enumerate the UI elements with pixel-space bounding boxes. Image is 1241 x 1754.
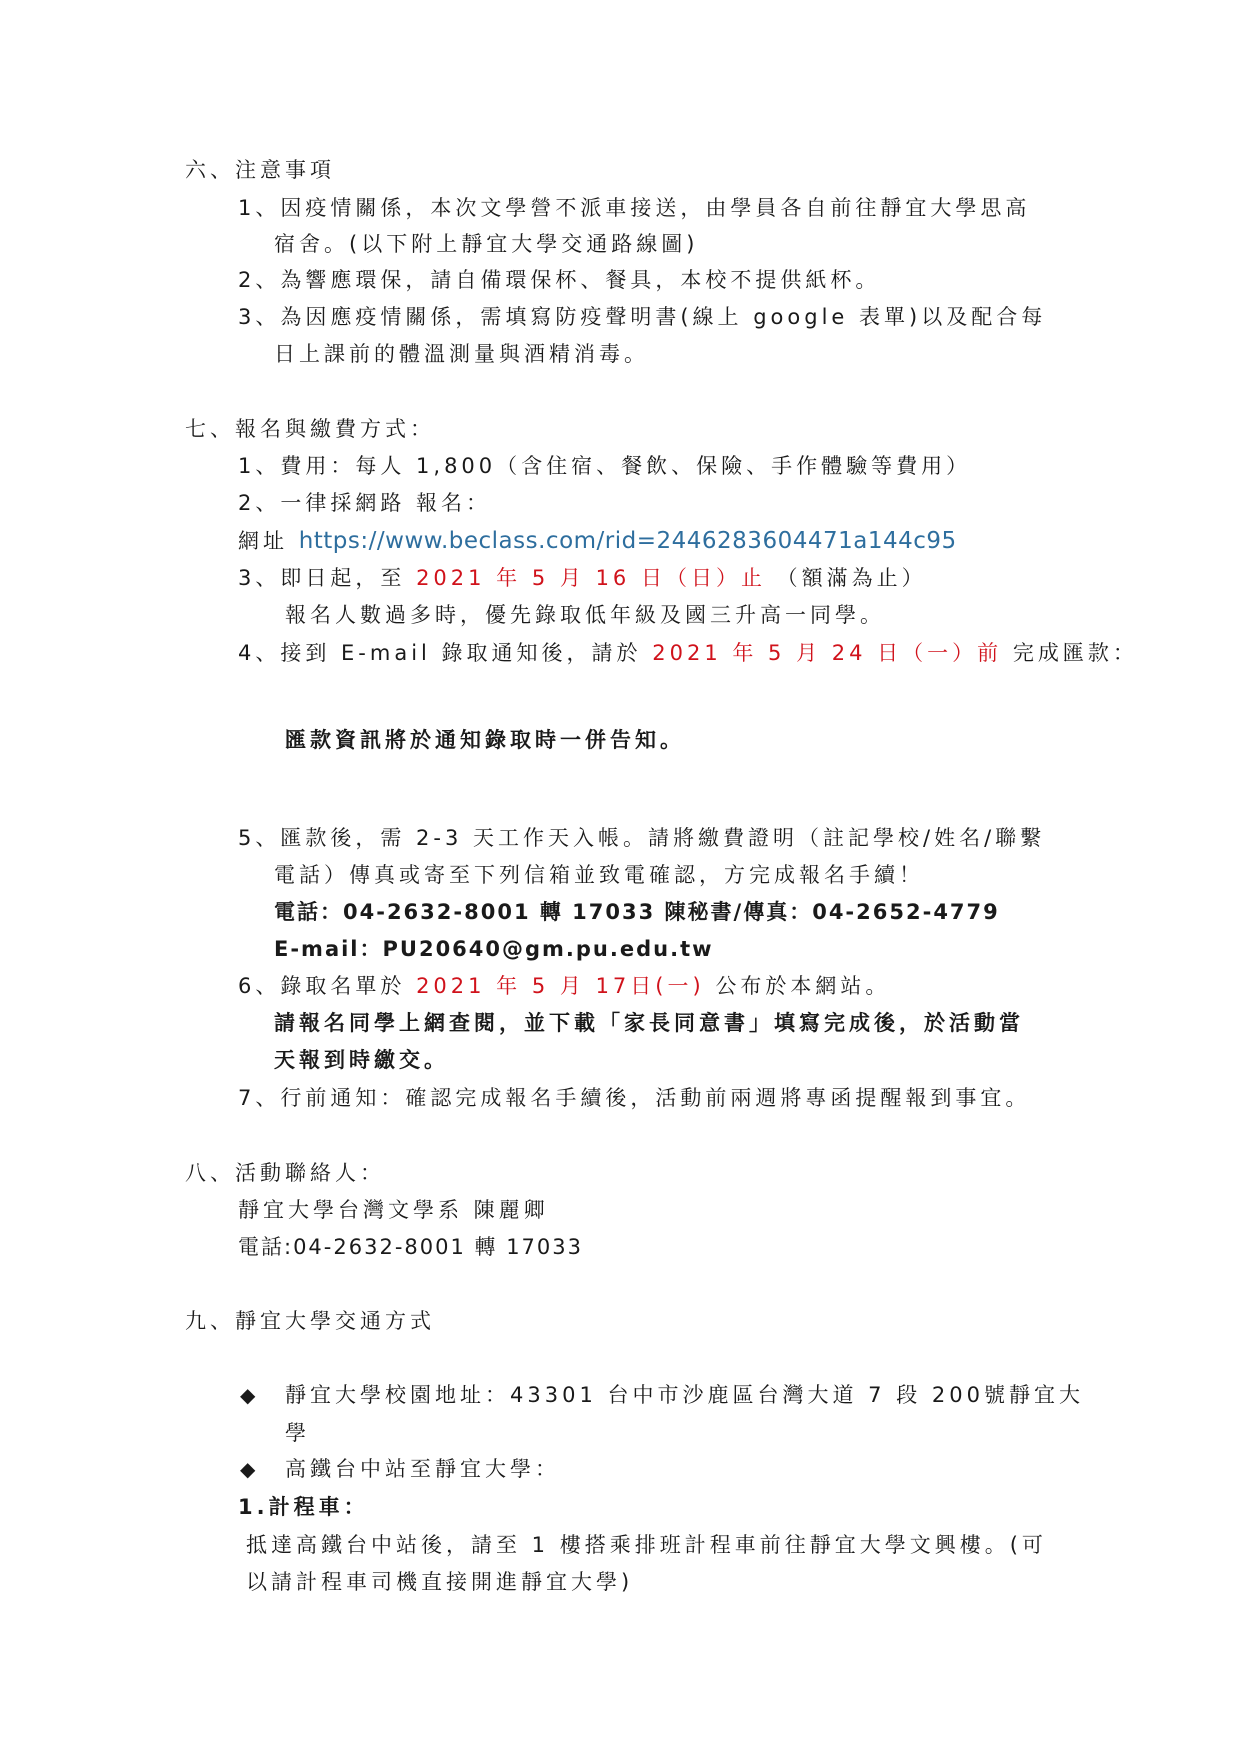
- announce-date: 2021 年 5 月 17日(一): [416, 974, 705, 998]
- hsr-route-heading: 高鐵台中站至靜宜大學：: [285, 1457, 560, 1481]
- campus-address-cont: 學: [285, 1421, 310, 1445]
- notice-item-1: 1、因疫情關係，本次文學營不派車接送，由學員各自前往靜宜大學思高: [238, 196, 1031, 220]
- phone-fax-line: 電話：04-2632-8001 轉 17033 陳秘書/傳真：04-2652-4779: [274, 900, 1000, 924]
- registration-item-4: [238, 638, 1138, 668]
- taxi-heading: 1.計程車：: [238, 1495, 369, 1519]
- diamond-bullet-icon: ◆: [240, 1457, 256, 1481]
- taxi-directions: 抵達高鐵台中站後，請至 1 樓搭乘排班計程車前往靜宜大學文興樓。(可: [246, 1533, 1047, 1557]
- notice-item-1-cont: 宿舍。(以下附上靜宜大學交通路線圖): [274, 232, 699, 256]
- campus-address: 靜宜大學校園地址：43301 台中市沙鹿區台灣大道 7 段 200號靜宜大: [285, 1383, 1084, 1407]
- taxi-directions-cont: 以請計程車司機直接開進靜宜大學): [246, 1570, 634, 1594]
- registration-item-7: 7、行前通知：確認完成報名手續後，活動前兩週將專函提醒報到事宜。: [238, 1086, 1031, 1110]
- registration-item-2: 2、一律採網路 報名：: [238, 491, 492, 515]
- contact-phone: 電話:04-2632-8001 轉 17033: [238, 1235, 583, 1259]
- section-8-heading: 八、活動聯絡人：: [185, 1161, 385, 1185]
- url-label: 網址: [238, 529, 288, 553]
- registration-item-3-cont: 報名人數過多時，優先錄取低年級及國三升高一同學。: [285, 603, 885, 627]
- item-3-prefix: 3、即日起，至: [238, 566, 406, 590]
- item-6-suffix: 公布於本網站。: [715, 974, 891, 998]
- contact-person: 靜宜大學台灣文學系 陳麗卿: [238, 1198, 549, 1222]
- section-6-heading: 六、注意事項: [185, 158, 335, 182]
- registration-url-link[interactable]: https://www.beclass.com/rid=2446283604471a144c95: [298, 528, 957, 554]
- notice-item-3: 3、為因應疫情關係，需填寫防疫聲明書(線上 google 表單)以及配合每: [238, 305, 1047, 329]
- registration-item-5-cont: 電話）傳真或寄至下列信箱並致電確認，方完成報名手續！: [274, 863, 924, 887]
- registration-item-6-note-cont: 天報到時繳交。: [274, 1048, 449, 1072]
- notice-item-2: 2、為響應環保，請自備環保杯、餐具，本校不提供紙杯。: [238, 268, 881, 292]
- remittance-note: 匯款資訊將於通知錄取時一併告知。: [285, 728, 685, 752]
- registration-item-1: 1、費用：每人 1,800（含住宿、餐飲、保險、手作體驗等費用）: [238, 454, 972, 478]
- section-7-heading: 七、報名與繳費方式：: [185, 417, 435, 441]
- notice-item-3-cont: 日上課前的體溫測量與酒精消毒。: [274, 342, 649, 366]
- deadline-date: 2021 年 5 月 16 日（日）止: [416, 566, 766, 590]
- registration-item-5: 5、匯款後，需 2-3 天工作天入帳。請將繳費證明（註記學校/姓名/聯繫: [238, 826, 1046, 850]
- url-row: [238, 526, 957, 556]
- registration-item-6: [238, 971, 890, 1001]
- item-3-suffix: （額滿為止）: [776, 566, 927, 590]
- item-4-prefix: 4、接到 E-mail 錄取通知後，請於: [238, 641, 642, 665]
- item-6-prefix: 6、錄取名單於: [238, 974, 406, 998]
- payment-deadline-date: 2021 年 5 月 24 日（一）前: [652, 641, 1003, 665]
- email-line: E-mail：PU20640@gm.pu.edu.tw: [274, 937, 714, 961]
- registration-item-3: [238, 563, 927, 593]
- registration-item-6-note: 請報名同學上網查閱，並下載「家長同意書」填寫完成後，於活動當: [274, 1011, 1024, 1035]
- section-9-heading: 九、靜宜大學交通方式: [185, 1309, 435, 1333]
- diamond-bullet-icon: ◆: [240, 1383, 256, 1407]
- item-4-suffix: 完成匯款：: [1012, 641, 1138, 665]
